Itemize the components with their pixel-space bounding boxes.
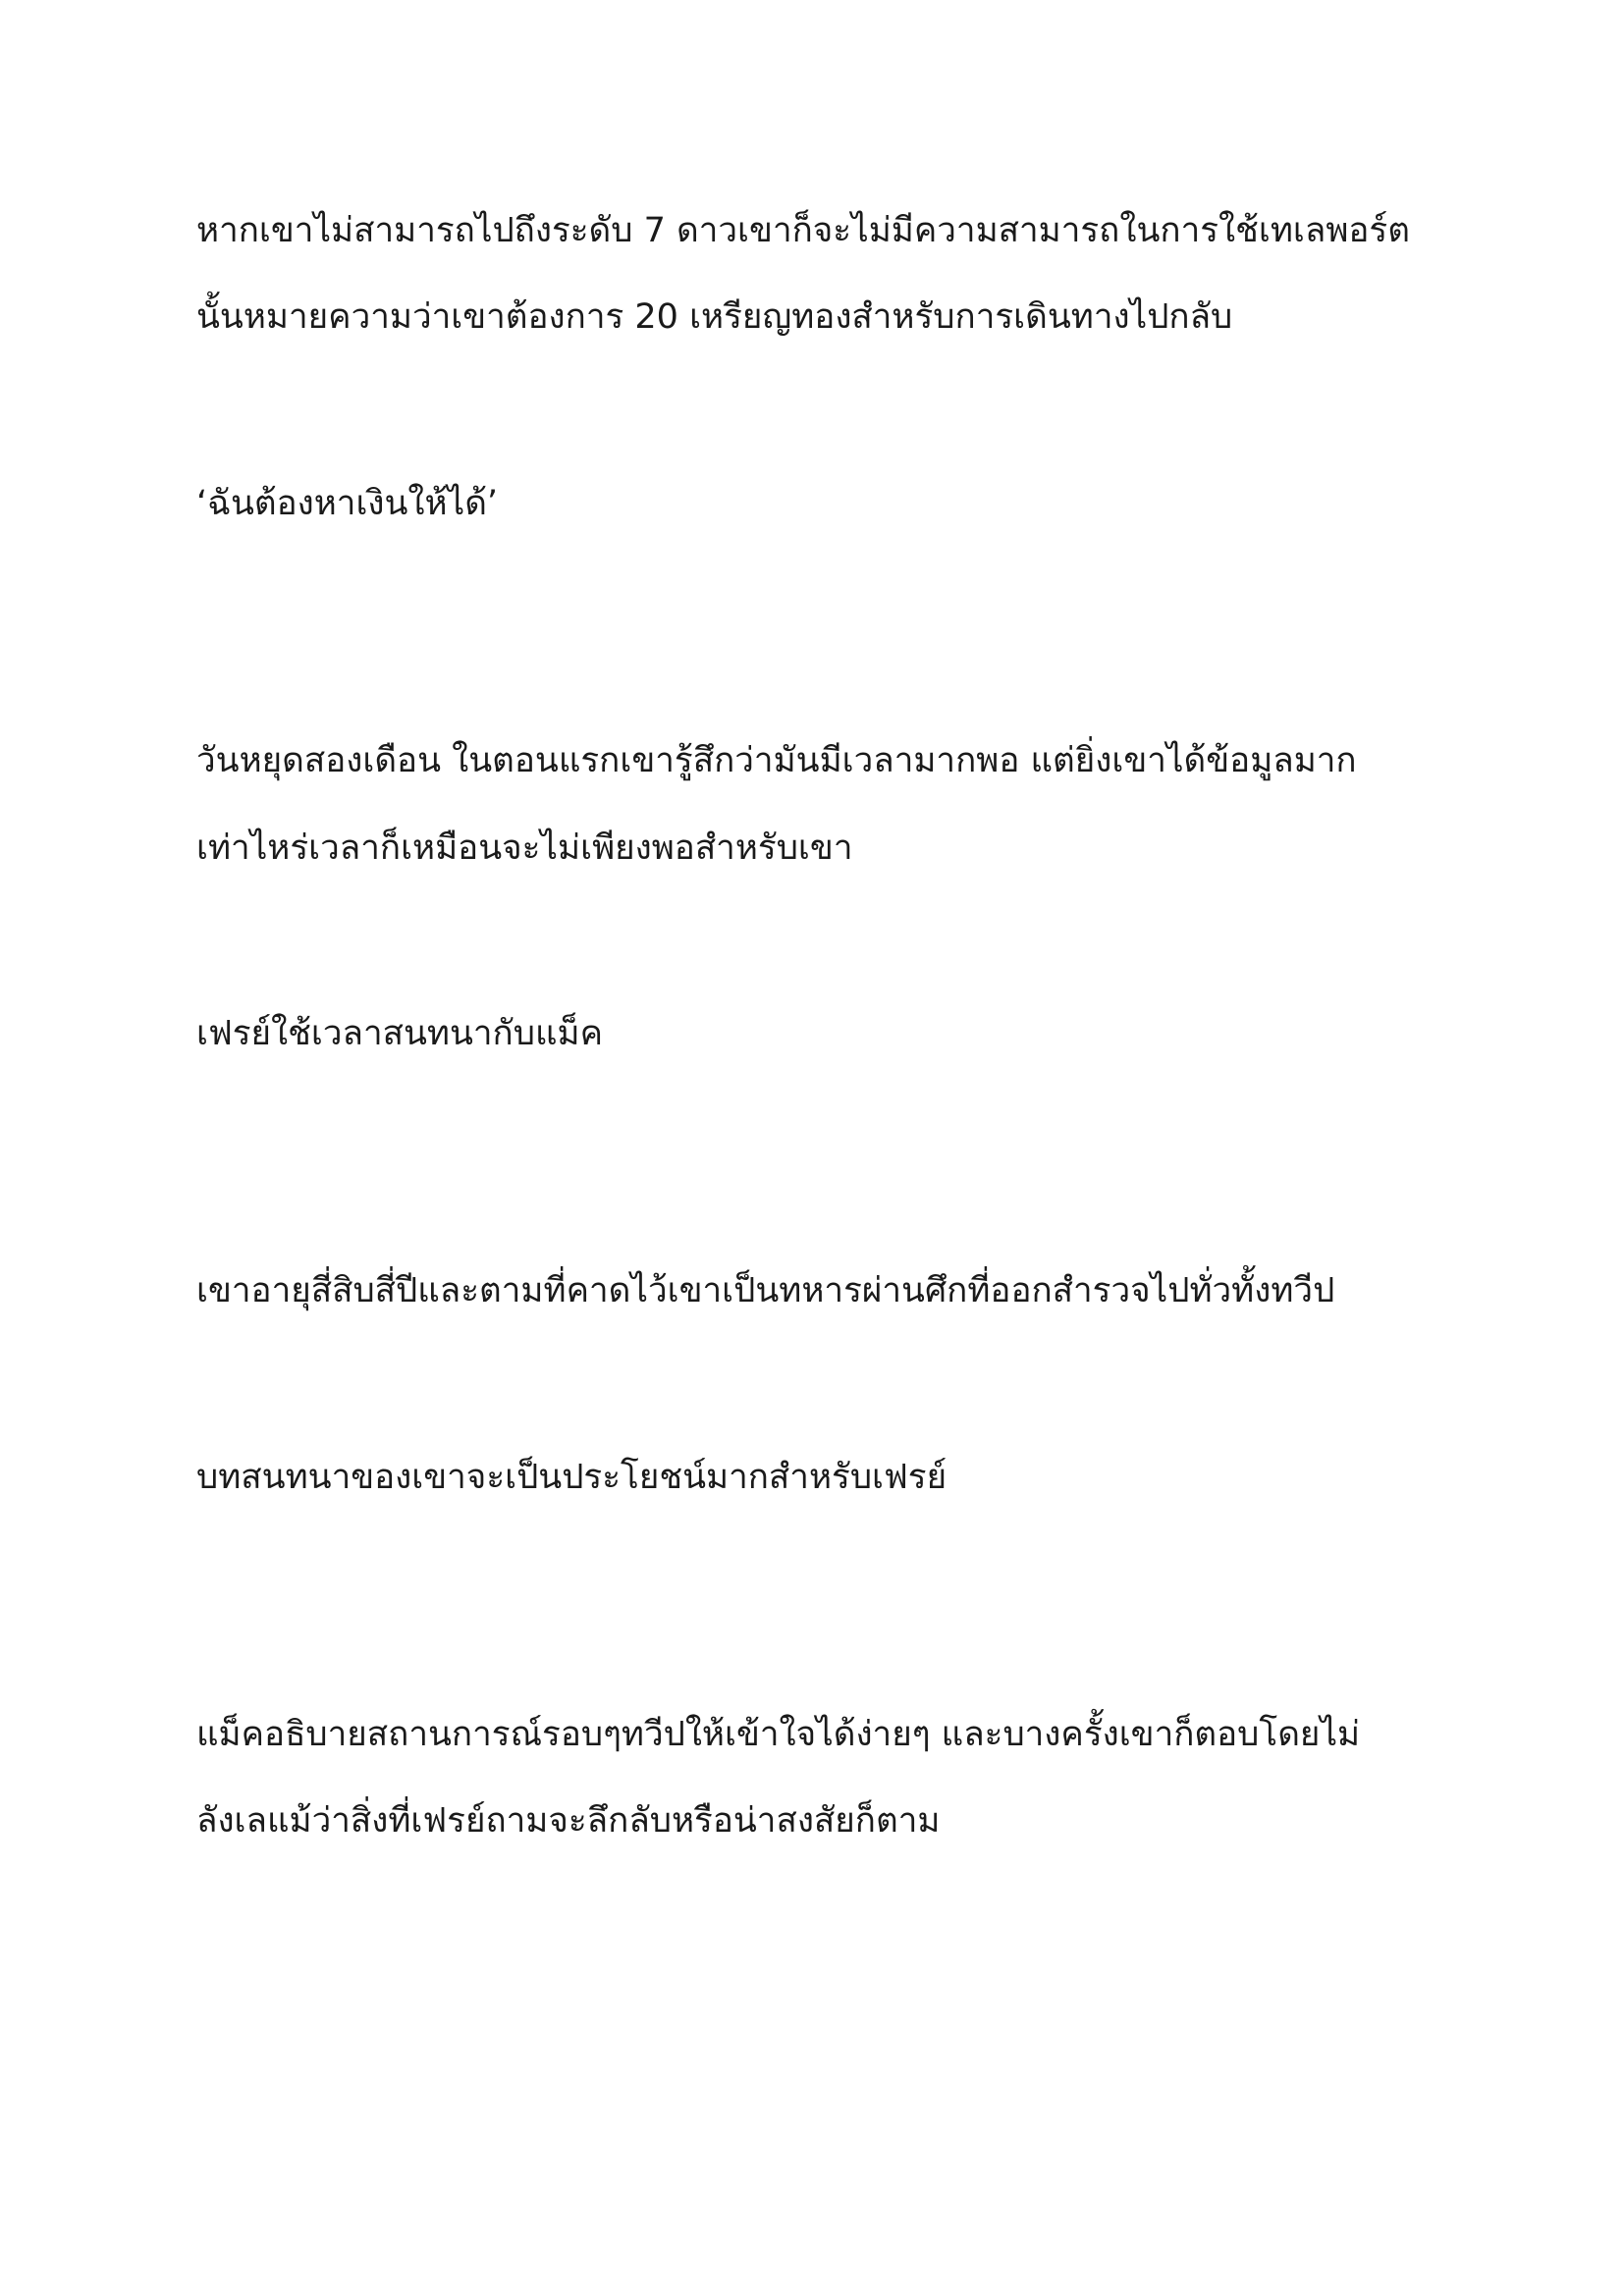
paragraph-2-line-1: ‘ฉันต้องหาเงินให้ได้’ bbox=[196, 484, 499, 523]
paragraph-3-line-1: วันหยุดสองเดือน ในตอนแรกเขารู้สึกว่ามันมีเวลามากพอ แต่ยิ่งเขาได้ข้อมูลมาก bbox=[196, 741, 1357, 780]
paragraph-7-line-2: ลังเลแม้ว่าสิ่งที่เฟรย์ถามจะลึกลับหรือน่าสงสัยก็ตาม bbox=[196, 1801, 941, 1841]
paragraph-4-line-1: เฟรย์ใช้เวลาสนทนากับแม็ค bbox=[196, 1014, 604, 1053]
paragraph-3-line-2: เท่าไหร่เวลาก็เหมือนจะไม่เพียงพอสำหรับเขา bbox=[196, 828, 853, 868]
paragraph-7-line-1: แม็คอธิบายสถานการณ์รอบๆทวีปให้เข้าใจได้ง่ายๆ และบางครั้งเขาก็ตอบโดยไม่ bbox=[196, 1715, 1361, 1754]
paragraph-5-line-1: เขาอายุสี่สิบสี่ปีและตามที่คาดไว้เขาเป็นทหารผ่านศึกที่ออกสำรวจไปทั่วทั้งทวีป bbox=[196, 1271, 1335, 1310]
paragraph-1-line-2: นั้นหมายความว่าเขาต้องการ 20 เหรียญทองสำหรับการเดินทางไปกลับ bbox=[196, 297, 1233, 337]
paragraph-1-line-1: หากเขาไม่สามารถไปถึงระดับ 7 ดาวเขาก็จะไม่มีความสามารถในการใช้เทเลพอร์ต bbox=[196, 211, 1410, 250]
paragraph-6-line-1: บทสนทนาของเขาจะเป็นประโยชน์มากสำหรับเฟรย์ bbox=[196, 1458, 947, 1497]
